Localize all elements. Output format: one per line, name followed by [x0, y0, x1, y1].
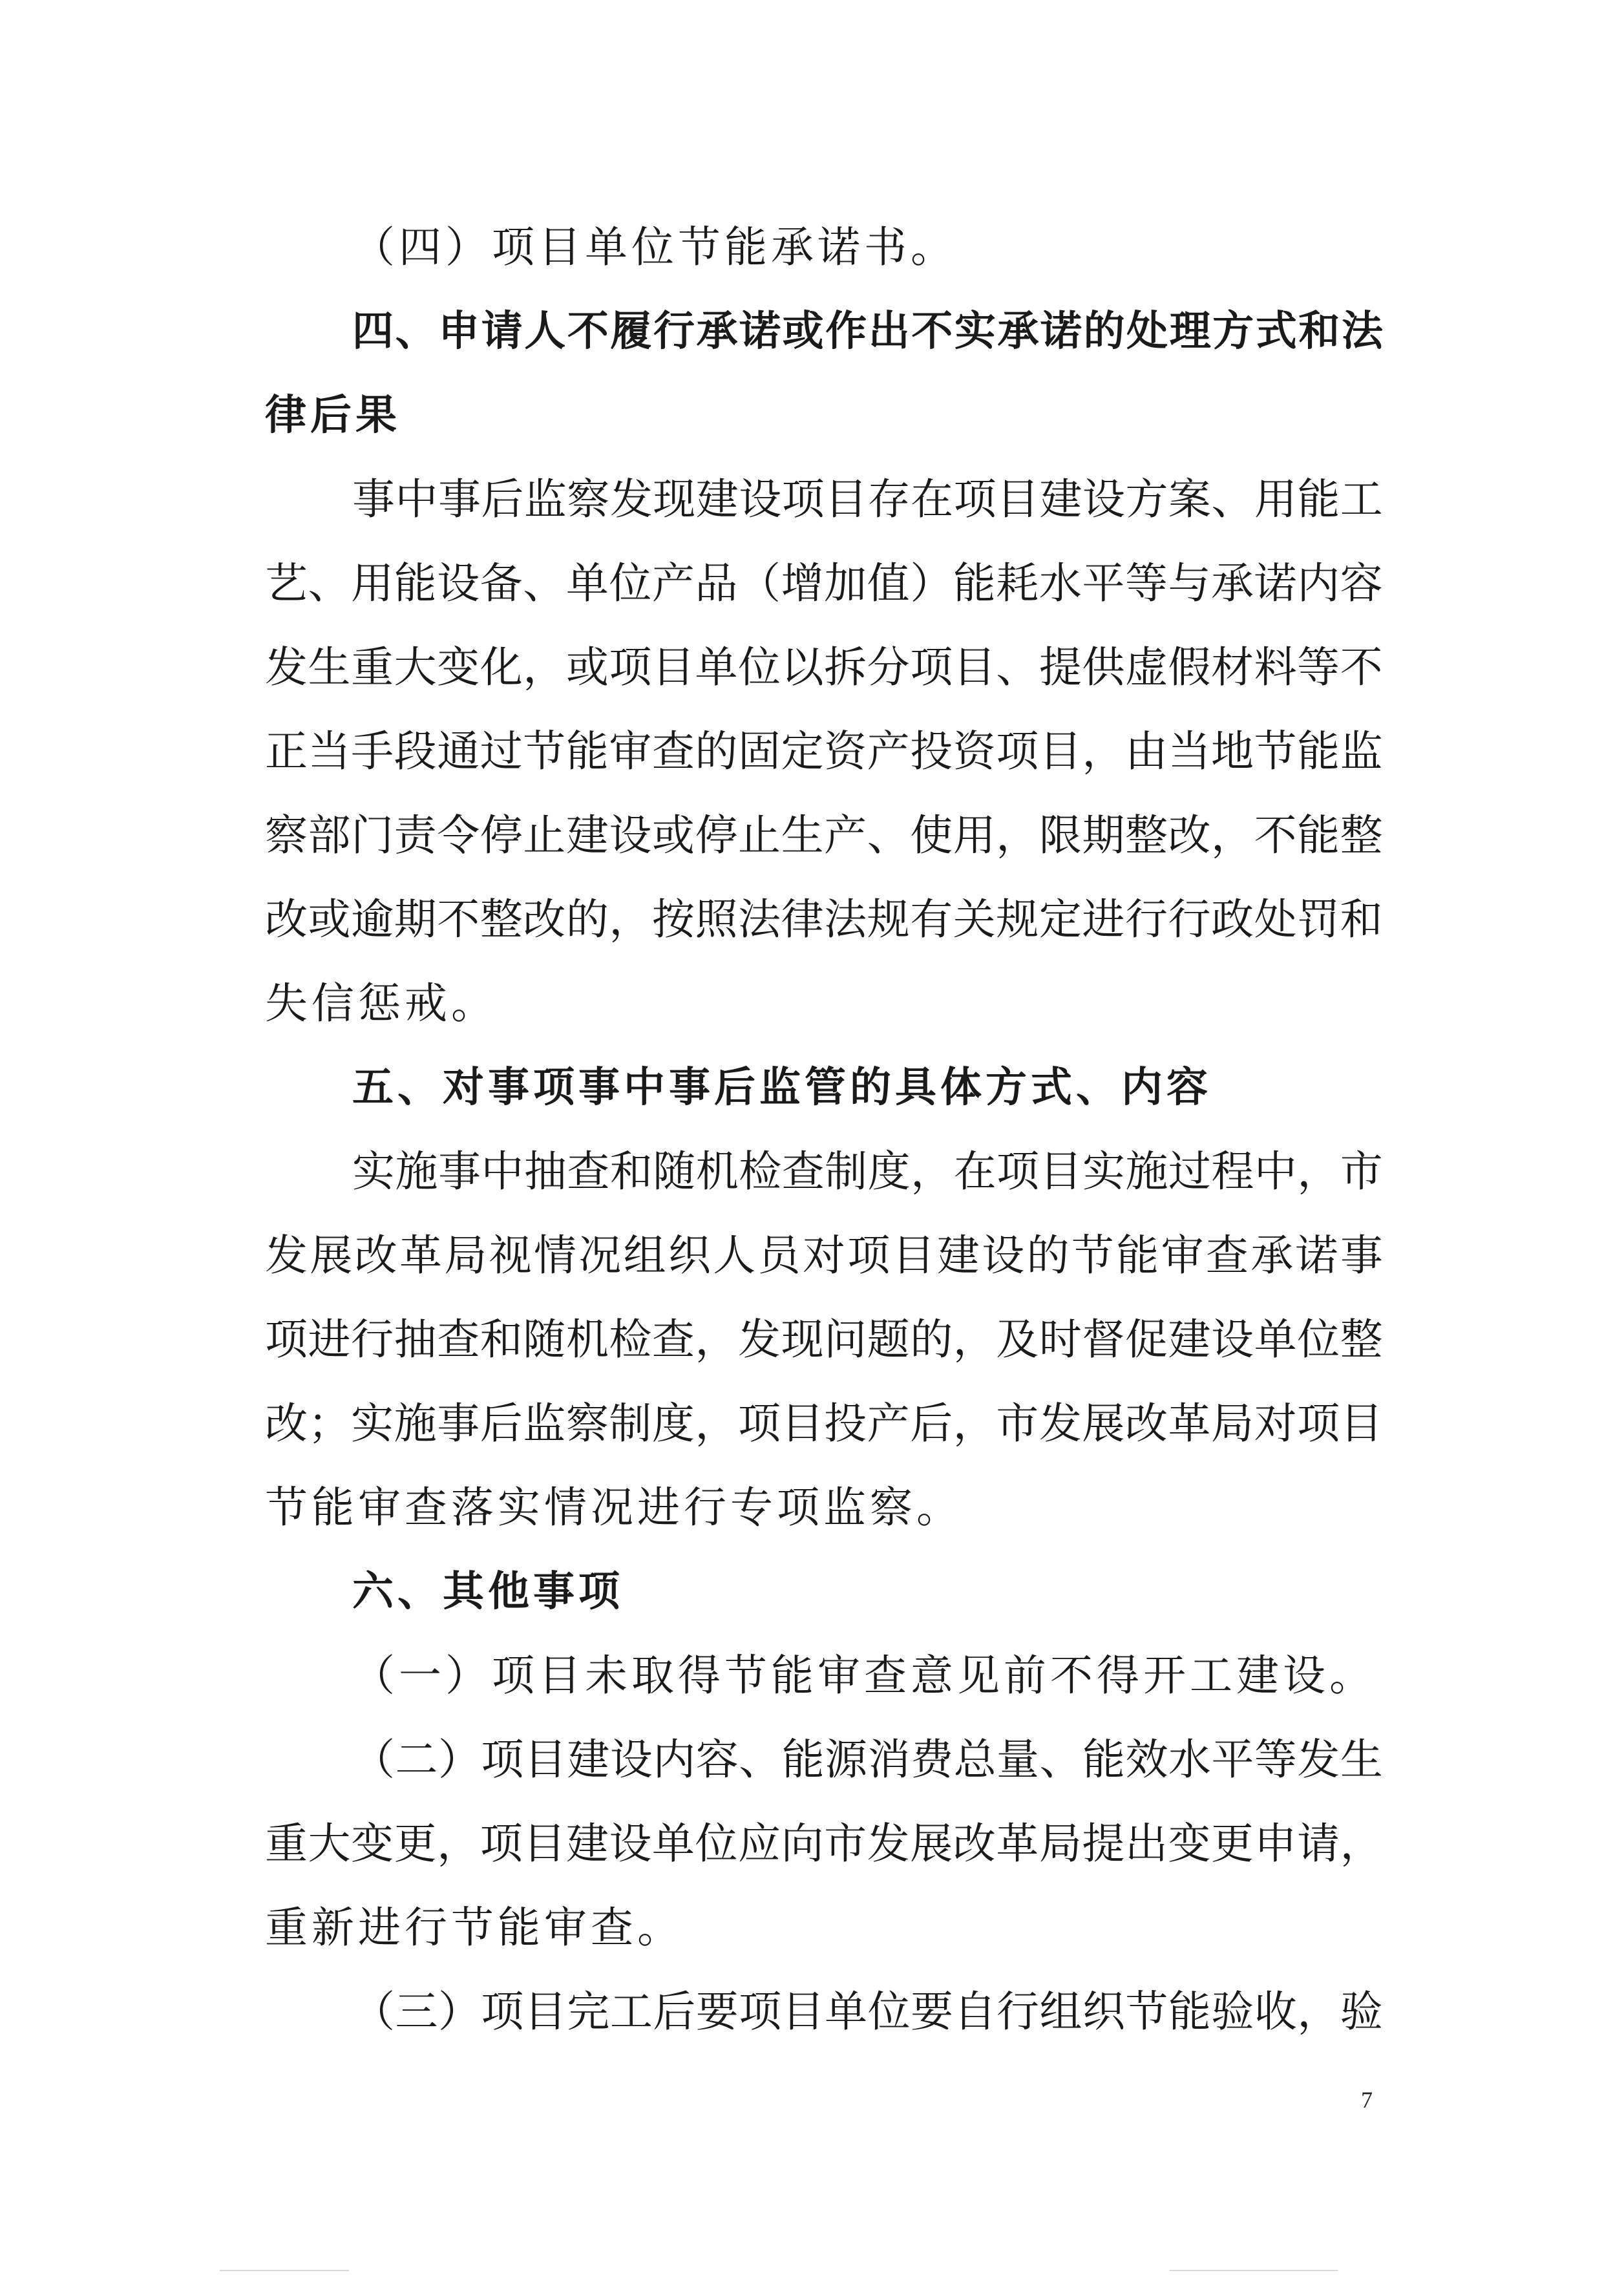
text-line: 项 进 行 抽 查 和 随 机 检 查 ， 发 现 问 题 的 ， 及 时 督 促 建 设 单 位 整 — [265, 1315, 1383, 1364]
text-line: 发 展 改 革 局 视 情 况 组 织 人 员 对 项 目 建 设 的 节 能 审 查 承 诺 事 — [265, 1231, 1383, 1280]
document-body — [265, 206, 1383, 2054]
text-line: 事 中 事 后 监 察 发 现 建 设 项 目 存 在 项 目 建 设 方 案 、 用 能 工 — [352, 474, 1383, 524]
text-line: 发 生 重 大 变 化 ， 或 项 目 单 位 以 拆 分 项 目 、 提 供 虚 假 材 料 等 不 — [265, 642, 1383, 692]
section-heading-line: 律后果 — [265, 392, 401, 439]
text-line: 重 大 变 更 ， 项 目 建 设 单 位 应 向 市 发 展 改 革 局 提 出 变 更 申 请 ， — [265, 1819, 1383, 1868]
text-line: 节能审查落实情况进行专项监察。 — [265, 1483, 963, 1532]
scan-edge-mark — [220, 2270, 349, 2271]
text-line: 正 当 手 段 通 过 节 能 审 查 的 固 定 资 产 投 资 项 目 ， 由 当 地 节 能 监 — [265, 726, 1383, 776]
text-line: （ 三 ） 项 目 完 工 后 要 项 目 单 位 要 自 行 组 织 节 能 验 收 ， 验 — [352, 1987, 1383, 2037]
scan-edge-mark — [1170, 2270, 1338, 2271]
text-line: 察 部 门 责 令 停 止 建 设 或 停 止 生 产 、 使 用 ， 限 期 整 改 ， 不 能 整 — [265, 810, 1383, 860]
text-line: 失信惩戒。 — [265, 979, 498, 1028]
text-line: 改 或 逾 期 不 整 改 的 ， 按 照 法 律 法 规 有 关 规 定 进 行 行 政 处 罚 和 — [265, 894, 1383, 944]
section-heading-line: 四 、 申 请 人 不 履 行 承 诺 或 作 出 不 实 承 诺 的 处 理 方 式 和 法 — [352, 308, 1383, 355]
text-line: （一）项目未取得节能审查意见前不得开工建设。 — [352, 1651, 1376, 1700]
section-heading-line: 六、其他事项 — [352, 1568, 624, 1616]
text-line: 艺 、 用 能 设 备 、 单 位 产 品 （ 增 加 值 ） 能 耗 水 平 等 与 承 诺 内 容 — [265, 558, 1383, 608]
text-line: （ 二 ） 项 目 建 设 内 容 、 能 源 消 费 总 量 、 能 效 水 平 等 发 生 — [352, 1735, 1383, 1784]
section-heading-line: 五、对事项事中事后监管的具体方式、内容 — [352, 1064, 1212, 1112]
text-line: 改 ； 实 施 事 后 监 察 制 度 ， 项 目 投 产 后 ， 市 发 展 改 革 局 对 项 目 — [265, 1399, 1383, 1448]
text-line: 重新进行节能审查。 — [265, 1903, 684, 1953]
page-number: 7 — [1361, 2087, 1373, 2113]
text-line: （四）项目单位节能承诺书。 — [352, 222, 957, 272]
text-line: 实 施 事 中 抽 查 和 随 机 检 查 制 度 ， 在 项 目 实 施 过 程 中 ， 市 — [352, 1147, 1383, 1196]
